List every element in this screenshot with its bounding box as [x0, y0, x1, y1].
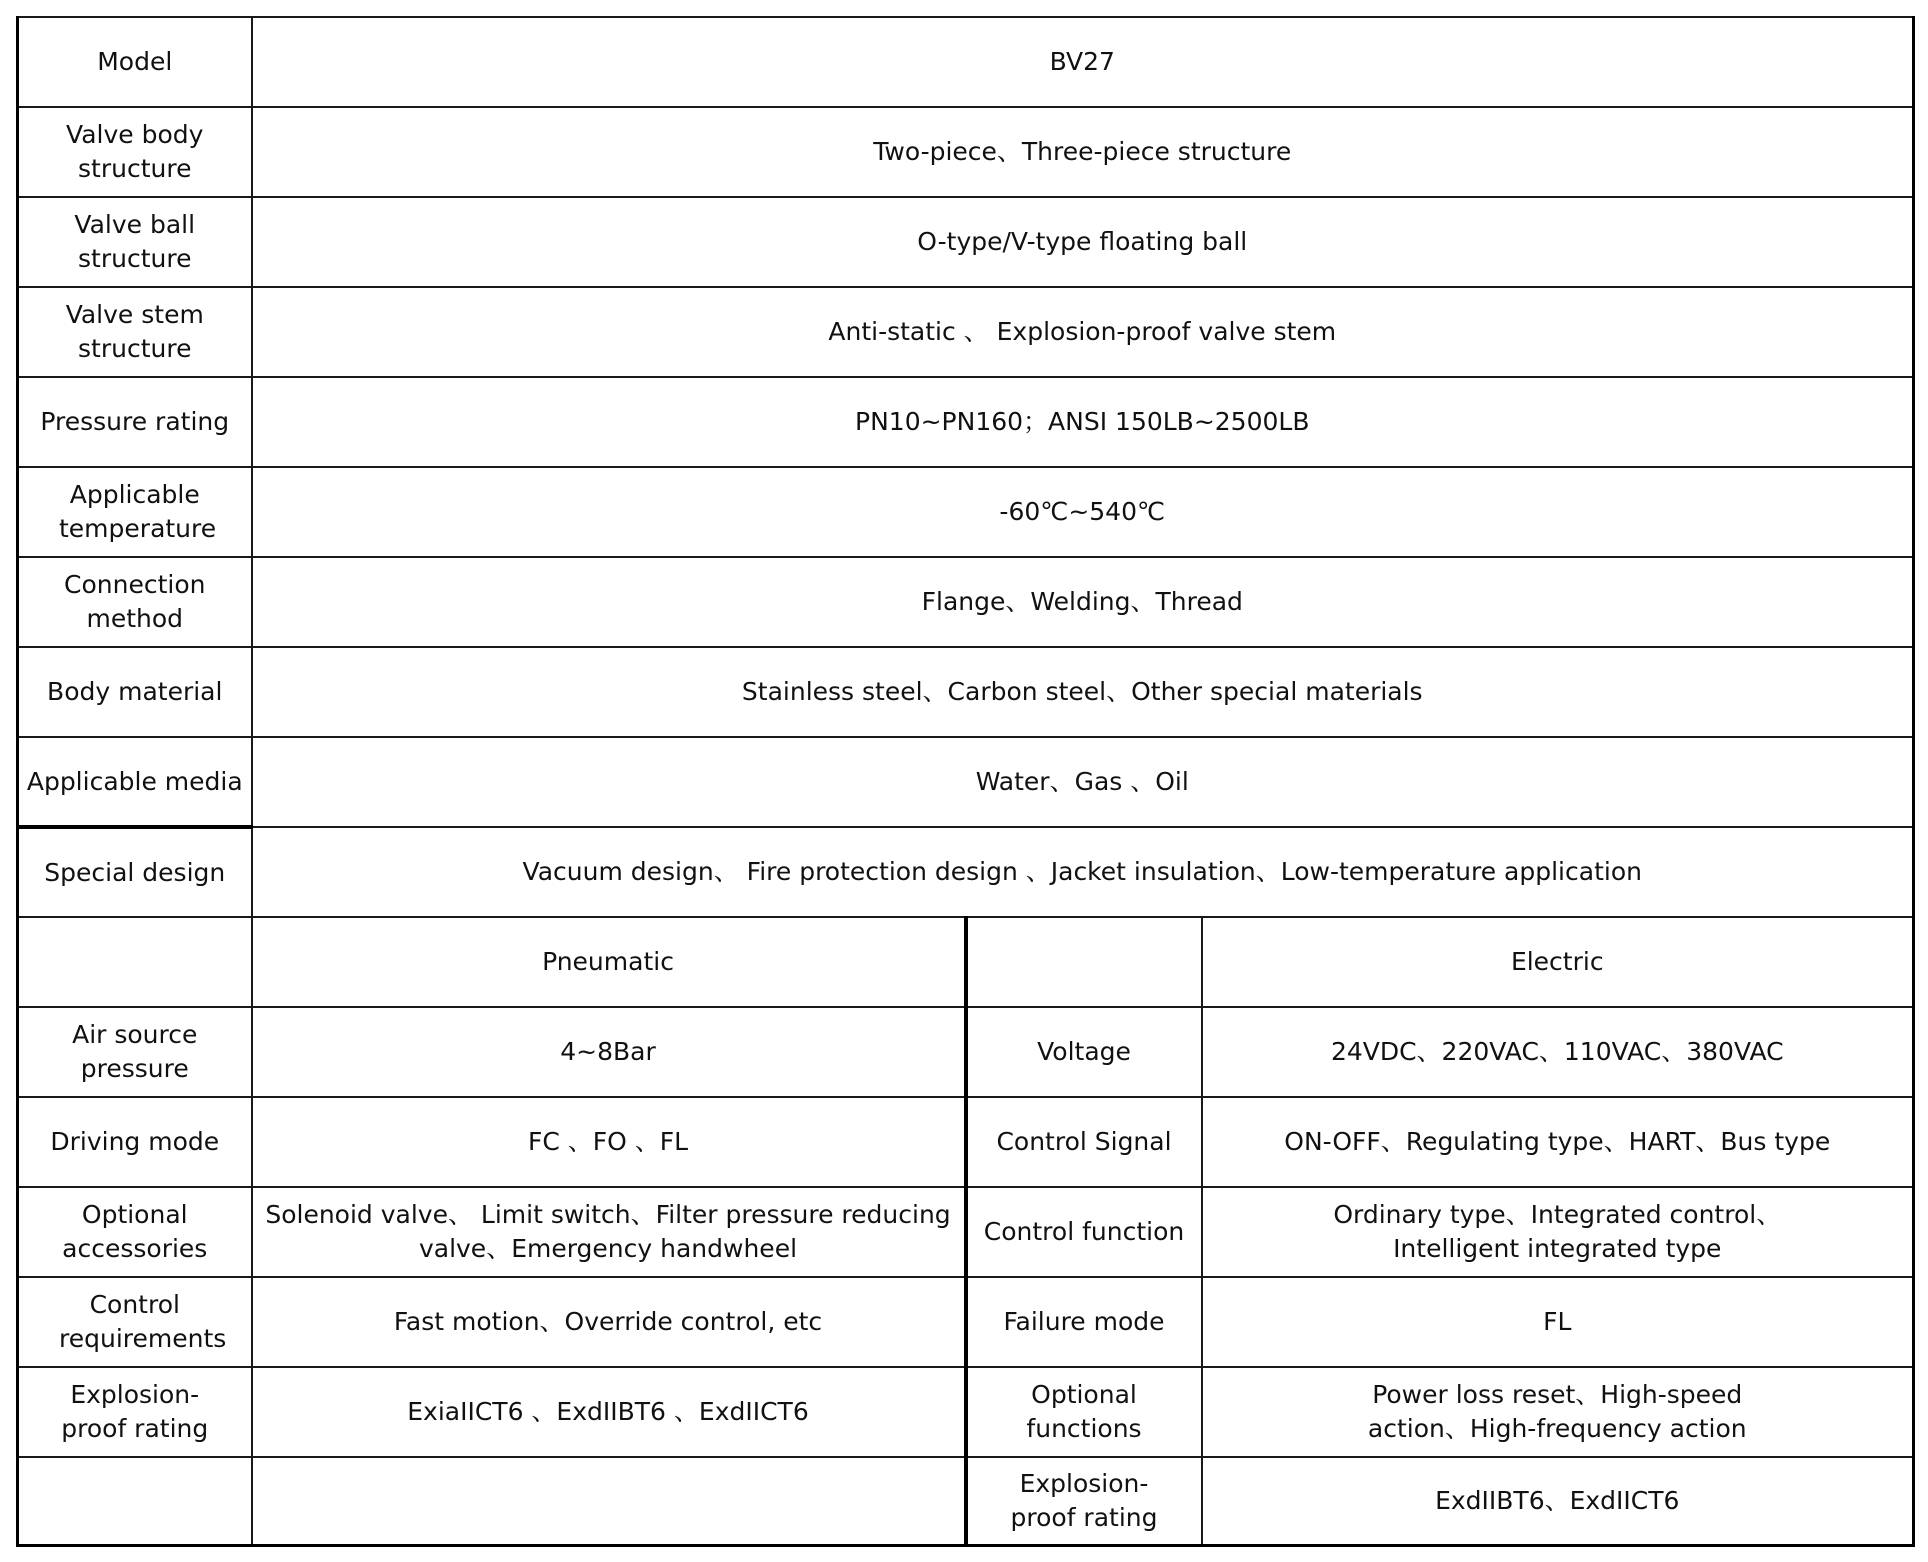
electric-value: Ordinary type、Integrated control、Intelligent integrated type — [1202, 1187, 1914, 1277]
electric-value: ON-OFF、Regulating type、HART、Bus type — [1202, 1097, 1914, 1187]
spec-value: -60℃~540℃ — [252, 467, 1914, 557]
spec-row-valve-stem-structure — [18, 287, 1914, 377]
spec-value: Anti-static 、 Explosion-proof valve stem — [252, 287, 1914, 377]
pneumatic-value — [252, 1457, 966, 1545]
pneumatic-label — [18, 1457, 252, 1545]
spec-row-valve-ball-structure — [18, 197, 1914, 287]
spec-label: Applicable media — [18, 737, 252, 827]
pneumatic-label: Optional accessories — [18, 1187, 252, 1277]
electric-value: ExdIIBT6、ExdIICT6 — [1202, 1457, 1914, 1545]
spec-value: PN10~PN160；ANSI 150LB~2500LB — [252, 377, 1914, 467]
pneumatic-value: 4~8Bar — [252, 1007, 966, 1097]
pneumatic-header: Pneumatic — [252, 917, 966, 1007]
spec-value: O-type/V-type floating ball — [252, 197, 1914, 287]
spec-label: Applicable temperature — [18, 467, 252, 557]
spec-value: Vacuum design、 Fire protection design 、Jacket insulation、Low-temperature application — [252, 827, 1914, 917]
pneumatic-label: Air source pressure — [18, 1007, 252, 1097]
electric-value: FL — [1202, 1277, 1914, 1367]
spec-label: Valve ball structure — [18, 197, 252, 287]
electric-value: Power loss reset、High-speed action、High-frequency action — [1202, 1367, 1914, 1457]
spec-row-applicable-temperature — [18, 467, 1914, 557]
actuator-row — [18, 1367, 1914, 1457]
spec-label: Pressure rating — [18, 377, 252, 467]
electric-label: Failure mode — [966, 1277, 1202, 1367]
spec-label: Special design — [18, 827, 252, 917]
spec-value: Flange、Welding、Thread — [252, 557, 1914, 647]
spec-label: Valve stem structure — [18, 287, 252, 377]
spec-row-connection-method — [18, 557, 1914, 647]
electric-label: Explosion-proof rating — [966, 1457, 1202, 1545]
pneumatic-value: FC 、FO 、FL — [252, 1097, 966, 1187]
electric-header: Electric — [1202, 917, 1914, 1007]
spec-label: Connection method — [18, 557, 252, 647]
spec-row-body-material — [18, 647, 1914, 737]
pneumatic-label: Explosion-proof rating — [18, 1367, 252, 1457]
spec-value: Stainless steel、Carbon steel、Other special materials — [252, 647, 1914, 737]
electric-label: Optional functions — [966, 1367, 1202, 1457]
spec-row-model — [18, 17, 1914, 107]
actuator-row — [18, 1457, 1914, 1545]
electric-label: Voltage — [966, 1007, 1202, 1097]
spec-row-valve-body-structure — [18, 107, 1914, 197]
spec-row-special-design — [18, 827, 1914, 917]
empty-cell — [966, 917, 1202, 1007]
spec-label: Model — [18, 17, 252, 107]
actuator-row — [18, 1007, 1914, 1097]
actuator-row — [18, 1097, 1914, 1187]
actuator-row — [18, 1277, 1914, 1367]
spec-value: BV27 — [252, 17, 1914, 107]
pneumatic-value: Fast motion、Override control, etc — [252, 1277, 966, 1367]
spec-label: Body material — [18, 647, 252, 737]
electric-value: 24VDC、220VAC、110VAC、380VAC — [1202, 1007, 1914, 1097]
pneumatic-value: ExiaIICT6 、ExdIIBT6 、ExdIICT6 — [252, 1367, 966, 1457]
spec-row-pressure-rating — [18, 377, 1914, 467]
valve-spec-table — [16, 16, 1915, 1547]
electric-label: Control function — [966, 1187, 1202, 1277]
pneumatic-label: Driving mode — [18, 1097, 252, 1187]
spec-value: Two-piece、Three-piece structure — [252, 107, 1914, 197]
spec-row-applicable-media — [18, 737, 1914, 827]
spec-label: Valve body structure — [18, 107, 252, 197]
actuator-header-row — [18, 917, 1914, 1007]
electric-label: Control Signal — [966, 1097, 1202, 1187]
empty-cell — [18, 917, 252, 1007]
actuator-row — [18, 1187, 1914, 1277]
pneumatic-value: Solenoid valve、 Limit switch、Filter pressure reducing valve、Emergency handwheel — [252, 1187, 966, 1277]
spec-value: Water、Gas 、Oil — [252, 737, 1914, 827]
pneumatic-label: Control requirements — [18, 1277, 252, 1367]
